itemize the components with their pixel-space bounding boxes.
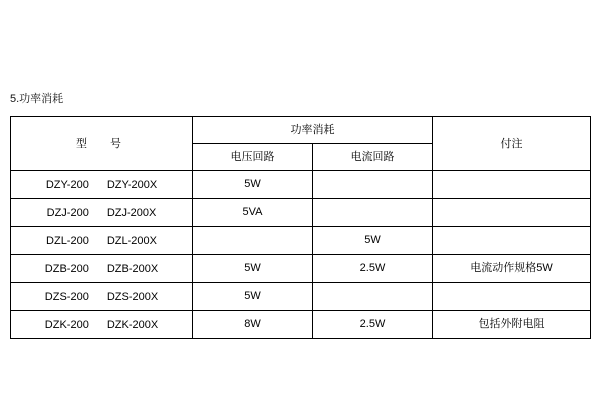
table-row	[11, 199, 591, 227]
header-model	[11, 117, 193, 171]
model-code-b: DZS-200X	[106, 290, 159, 303]
cell-current: 2.5W	[313, 311, 433, 339]
cell-current	[313, 199, 433, 227]
table-row	[11, 171, 591, 199]
cell-voltage: 5W	[193, 255, 313, 283]
model-code-a: DZB-200	[44, 262, 89, 275]
cell-voltage	[193, 227, 313, 255]
table-row	[11, 283, 591, 311]
cell-voltage: 5VA	[193, 199, 313, 227]
model-code-a: DZY-200	[45, 178, 89, 191]
model-code-b: DZB-200X	[106, 262, 159, 275]
table-header	[11, 117, 591, 171]
cell-model	[11, 199, 193, 227]
cell-current	[313, 283, 433, 311]
cell-note	[433, 283, 591, 311]
cell-note	[433, 171, 591, 199]
model-code-a: DZS-200	[44, 290, 89, 303]
table-row	[11, 255, 591, 283]
cell-model	[11, 283, 193, 311]
model-code-b: DZK-200X	[106, 318, 159, 331]
model-code-b: DZJ-200X	[106, 206, 157, 219]
cell-model	[11, 255, 193, 283]
cell-current	[313, 171, 433, 199]
cell-model	[11, 227, 193, 255]
header-voltage-circuit: 电压回路	[193, 144, 313, 171]
cell-model	[11, 171, 193, 199]
table-row	[11, 227, 591, 255]
cell-model	[11, 311, 193, 339]
cell-voltage: 5W	[193, 283, 313, 311]
model-code-a: DZK-200	[44, 318, 89, 331]
model-code-a: DZJ-200	[46, 206, 89, 219]
header-note: 付注	[433, 117, 591, 171]
header-model-label: 型 号	[76, 137, 127, 150]
power-consumption-table	[10, 116, 591, 339]
cell-current: 2.5W	[313, 255, 433, 283]
cell-current: 5W	[313, 227, 433, 255]
model-code-b: DZL-200X	[106, 234, 157, 247]
table-body	[11, 171, 591, 339]
cell-voltage: 8W	[193, 311, 313, 339]
model-code-a: DZL-200	[46, 234, 89, 247]
header-current-circuit: 电流回路	[313, 144, 433, 171]
cell-note	[433, 199, 591, 227]
cell-voltage: 5W	[193, 171, 313, 199]
table-header-row-1	[11, 117, 591, 144]
model-code-b: DZY-200X	[106, 178, 158, 191]
cell-note: 电流动作规格5W	[433, 255, 591, 283]
cell-note	[433, 227, 591, 255]
header-power-consumption: 功率消耗	[193, 117, 433, 144]
section-title: 5.功率消耗	[10, 93, 64, 105]
power-consumption-table-wrapper	[10, 116, 590, 339]
cell-note: 包括外附电阻	[433, 311, 591, 339]
table-row	[11, 311, 591, 339]
